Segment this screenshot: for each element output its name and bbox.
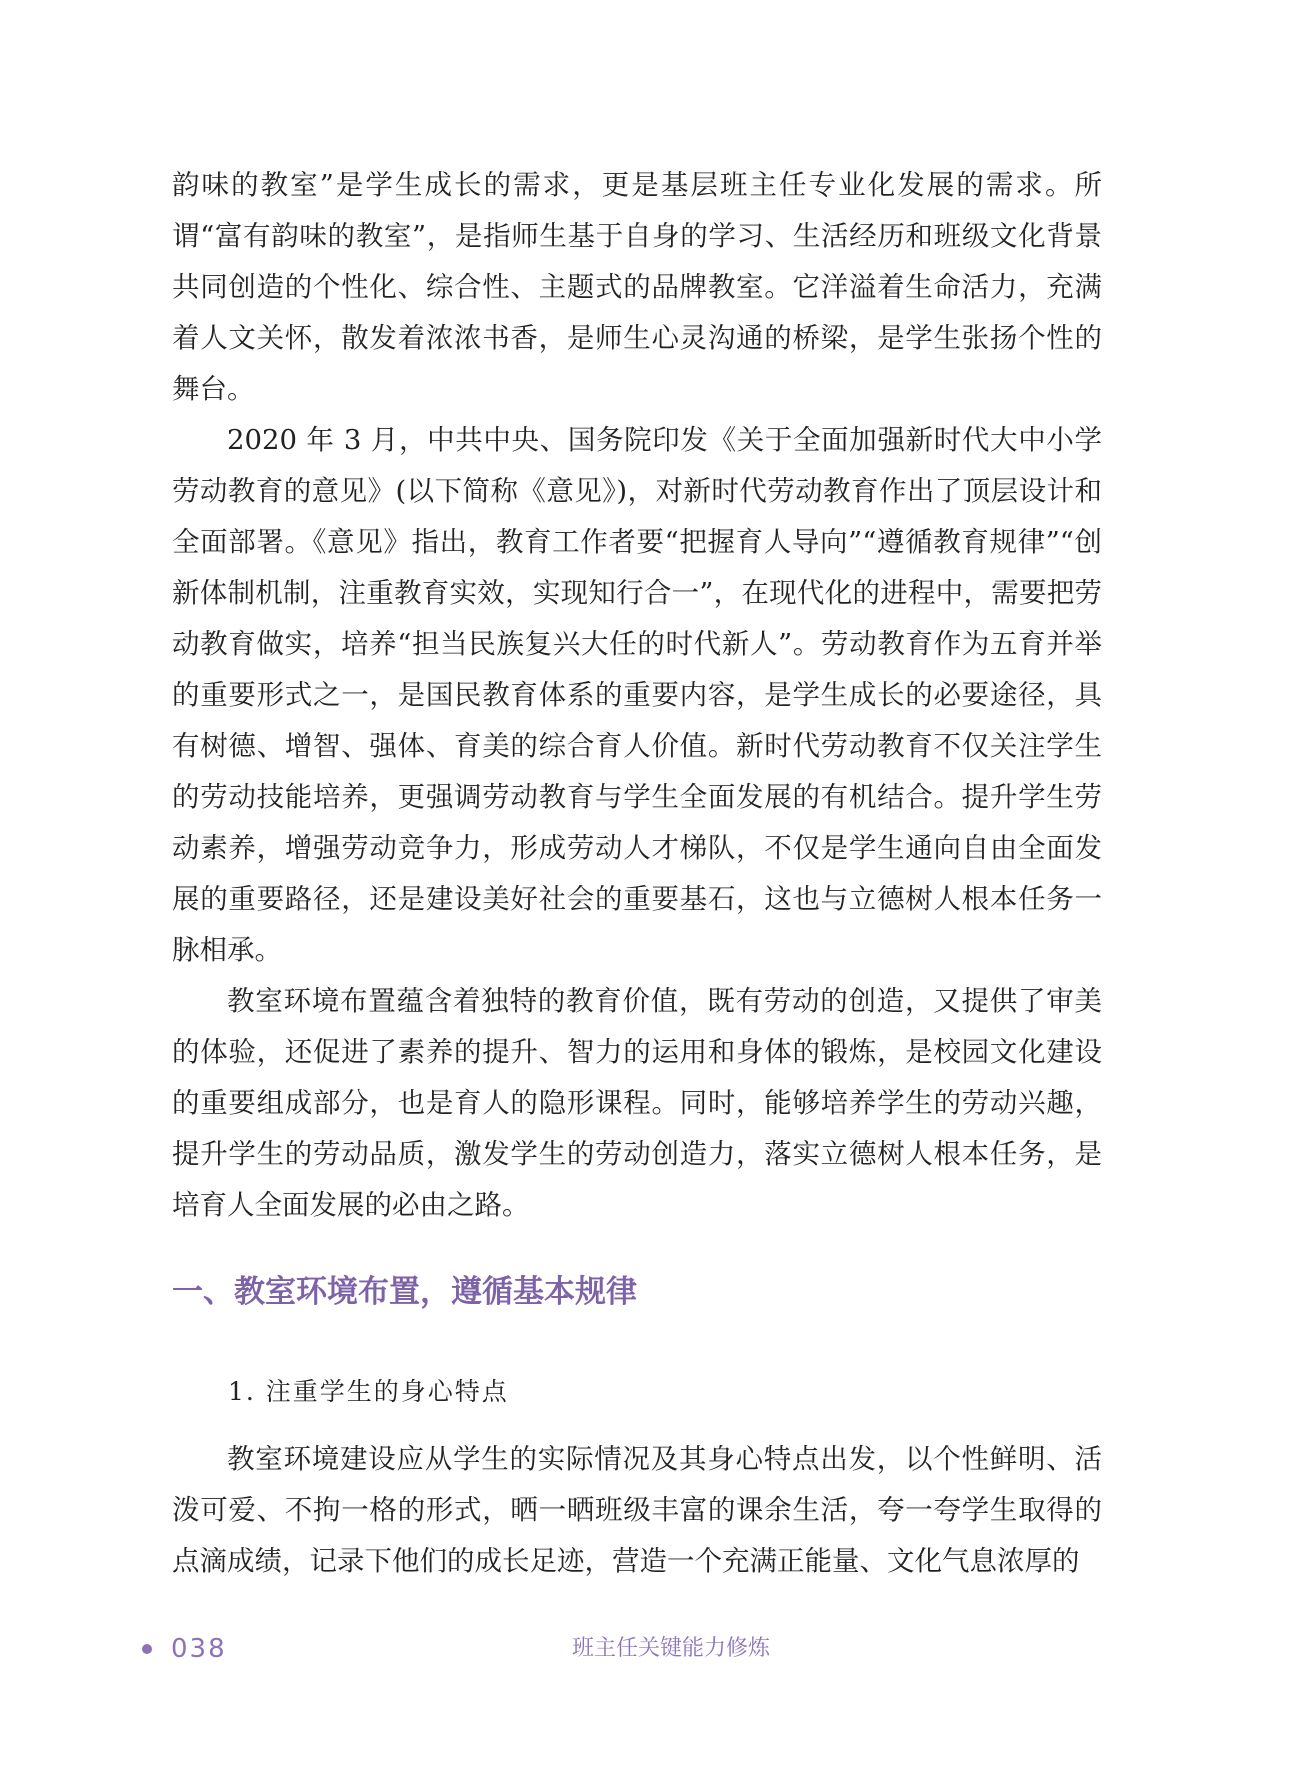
page-number: 038 <box>171 1634 227 1664</box>
paragraph-labor-education-policy: 2020 年 3 月，中共中央、国务院印发《关于全面加强新时代大中小学劳动教育的意见》(以下简称《意见》)，对新时代劳动教育作出了顶层设计和全面部署。《意见》指出，教育工作者要“把握育人导向”“遵循教育规律”“创新体制机制，注重教育实效，实现知行合一”，在现代化的进程中，需要把劳动教育做实，培养“担当民族复兴大任的时代新人”。劳动教育作为五育并举的重要形式之一，是国民教育体系的重要内容，是学生成长的必要途径，具有树德、增智、强体、育美的综合育人价值。新时代劳动教育不仅关注学生的劳动技能培养，更强调劳动教育与学生全面发展的有机结合。提升学生劳动素养，增强劳动竞争力，形成劳动人才梯队，不仅是学生通向自由全面发展的重要路径，还是建设美好社会的重要基石，这也与立德树人根本任务一脉相承。 <box>172 424 1102 966</box>
page-footer <box>0 1630 1315 1670</box>
body-text-top <box>172 160 1102 1231</box>
book-title: 班主任关键能力修炼 <box>572 1636 771 1661</box>
paragraph-classroom-environment-value: 教室环境布置蕴含着独特的教育价值，既有劳动的创造，又提供了审美的体验，还促进了素养的提升、智力的运用和身体的锻炼，是校园文化建设的重要组成部分，也是育人的隐形课程。同时，能够培养学生的劳动兴趣，提升学生的劳动品质，激发学生的劳动创造力，落实立德树人根本任务，是培育人全面发展的必由之路。 <box>172 985 1102 1221</box>
section-heading: 一、教室环境布置，遵循基本规律 <box>172 1274 637 1310</box>
paragraph-classroom-construction: 教室环境建设应从学生的实际情况及其身心特点出发，以个性鲜明、活泼可爱、不拘一格的形式，晒一晒班级丰富的课余生活，夸一夸学生取得的点滴成绩，记录下他们的成长足迹，营造一个充满正能量、文化气息浓厚的 <box>172 1443 1102 1577</box>
body-text-bottom <box>172 1434 1102 1587</box>
paragraph-continued: 韵味的教室”是学生成长的需求，更是基层班主任专业化发展的需求。所谓“富有韵味的教室”，是指师生基于自身的学习、生活经历和班级文化背景共同创造的个性化、综合性、主题式的品牌教室。它洋溢着生命活力，充满着人文关怀，散发着浓浓书香，是师生心灵沟通的桥梁，是学生张扬个性的舞台。 <box>172 169 1102 405</box>
footer-dot-icon <box>142 1644 152 1654</box>
subheading: 1. 注重学生的身心特点 <box>228 1377 509 1406</box>
